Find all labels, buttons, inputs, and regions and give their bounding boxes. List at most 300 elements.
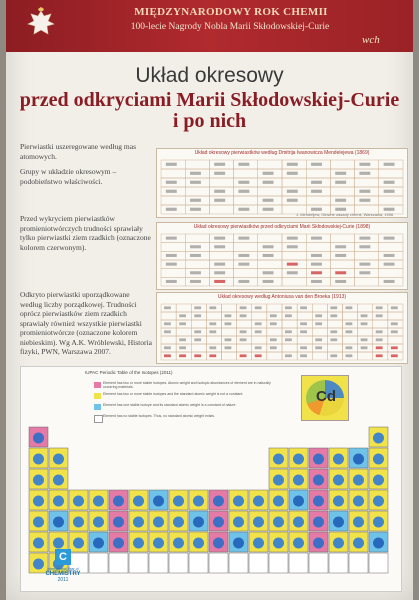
element-mark	[240, 338, 247, 341]
element-mark	[300, 306, 307, 309]
van-den-broek-grid	[157, 302, 407, 362]
element-mark	[190, 280, 201, 283]
element-cell	[289, 448, 308, 468]
element-cell	[229, 490, 248, 510]
table-cell	[176, 304, 191, 312]
element-mark	[335, 208, 346, 211]
element-mark	[194, 314, 201, 317]
element-mark	[311, 280, 322, 283]
element-cell	[349, 553, 368, 573]
element-mark	[270, 314, 277, 317]
table-cell	[161, 269, 185, 278]
element-mark	[359, 237, 370, 240]
element-cell	[209, 532, 228, 552]
element-cell	[369, 553, 388, 573]
table-cell	[379, 269, 403, 278]
element-cell	[89, 490, 108, 510]
table-cell	[234, 269, 258, 278]
element-mark	[225, 346, 232, 349]
page-subtitle	[6, 90, 413, 132]
element-mark	[361, 314, 368, 317]
iupac-caption: IUPAC Periodic Table of the Isotopes (2011)	[85, 370, 173, 375]
element-cell	[149, 532, 168, 552]
element-mark	[190, 208, 201, 211]
element-cell	[309, 553, 328, 573]
element-mark	[384, 163, 395, 166]
table-caption-2: Układ okresowy pierwiastków przed odkryciami Marii Skłodowskiej-Curie (1898)	[193, 224, 371, 230]
element-mark	[270, 338, 277, 341]
element-mark	[263, 245, 274, 248]
element-mark	[311, 208, 322, 211]
element-mark	[209, 330, 216, 333]
element-mark	[255, 330, 262, 333]
element-mark	[300, 354, 307, 357]
element-mark	[238, 208, 249, 211]
table-cell	[206, 312, 221, 320]
table-cell	[297, 336, 312, 344]
table-cell	[312, 352, 327, 360]
element-mark	[315, 322, 322, 325]
element-mark	[214, 271, 225, 274]
table-cell	[379, 243, 403, 252]
element-cell	[289, 490, 308, 510]
element-cell	[269, 448, 288, 468]
table-cell	[161, 196, 185, 205]
element-mark	[359, 271, 370, 274]
element-cell	[149, 511, 168, 531]
iyc-logo-line1: International Year of	[47, 567, 79, 571]
element-cell	[349, 490, 368, 510]
element-mark	[263, 208, 274, 211]
element-mark	[384, 208, 395, 211]
element-mark	[166, 280, 177, 283]
element-cell	[209, 553, 228, 573]
element-cell	[129, 553, 148, 573]
element-mark	[263, 280, 274, 283]
element-mark	[255, 322, 262, 325]
element-mark	[330, 354, 337, 357]
element-cell	[49, 448, 68, 468]
element-mark	[335, 172, 346, 175]
element-mark	[359, 199, 370, 202]
legend-text-1: Element has two or more stable isotopes. Atomic weight and isotopic abundances of element are in naturally occurring materials.	[103, 381, 271, 389]
element-mark	[263, 172, 274, 175]
mendeleev-grid	[157, 158, 407, 216]
element-cell	[369, 448, 388, 468]
element-mark	[255, 306, 262, 309]
element-mark	[315, 346, 322, 349]
element-cell	[289, 469, 308, 489]
element-cell	[29, 490, 48, 510]
element-mark	[238, 237, 249, 240]
table-cell	[306, 196, 330, 205]
element-mark	[240, 314, 247, 317]
element-mark	[346, 330, 353, 333]
element-cell	[69, 511, 88, 531]
element-cell	[349, 448, 368, 468]
table-cell	[282, 277, 306, 286]
element-mark	[238, 280, 249, 283]
element-cell	[49, 469, 68, 489]
element-cell	[229, 553, 248, 573]
element-cell	[329, 490, 348, 510]
element-mark	[194, 330, 201, 333]
element-mark	[214, 172, 225, 175]
side-text-3: Przed wykryciem pierwiastków promieniotwórczych trudności sprawiały tylko pierwiastki ziem rzadkich (oznaczone kolorem czerwonym).	[20, 214, 151, 252]
iyc-logo-icon: C	[55, 549, 71, 565]
element-cell	[269, 490, 288, 510]
iyc-2011-logo	[43, 549, 83, 583]
element-mark	[225, 338, 232, 341]
element-mark	[209, 346, 216, 349]
element-mark	[164, 346, 171, 349]
element-mark	[346, 354, 353, 357]
element-mark	[225, 314, 232, 317]
element-mark	[238, 190, 249, 193]
table-cell	[282, 251, 306, 260]
rare-earth-mark	[214, 280, 225, 283]
banner-subtitle: 100-lecie Nagrody Nobla Marii Skłodowskiej-Curie	[130, 22, 330, 32]
table-cell	[185, 160, 209, 169]
element-mark	[238, 163, 249, 166]
element-mark	[287, 199, 298, 202]
table-cell	[343, 336, 358, 344]
element-mark	[285, 314, 292, 317]
element-cell	[89, 532, 108, 552]
element-cell	[289, 532, 308, 552]
wch-logo: wch	[362, 34, 380, 46]
element-mark	[238, 254, 249, 257]
element-mark	[330, 330, 337, 333]
table-cell	[209, 251, 233, 260]
table-cell	[358, 328, 373, 336]
polish-eagle-icon	[24, 6, 58, 44]
table-cell	[222, 304, 237, 312]
element-cell	[169, 532, 188, 552]
table-cell	[330, 234, 354, 243]
table-cell	[267, 328, 282, 336]
rare-earth-mark	[255, 354, 262, 357]
table-cell	[330, 187, 354, 196]
table-cell	[358, 352, 373, 360]
element-mark	[194, 306, 201, 309]
element-mark	[287, 163, 298, 166]
element-mark	[311, 181, 322, 184]
table-cell	[222, 328, 237, 336]
table-caption-1: Układ okresowy pierwiastków według Dmitrija Iwanowicza Mendelejewa (1869)	[194, 150, 370, 156]
element-cell	[69, 490, 88, 510]
subtitle-line-1: przed odkryciami Marii Skłodowskiej-Curie	[19, 89, 400, 111]
table-cell	[234, 169, 258, 178]
side-note-1	[20, 142, 152, 186]
element-cell	[269, 469, 288, 489]
table-cell	[161, 312, 176, 320]
element-mark	[190, 181, 201, 184]
rare-earth-mark	[240, 354, 247, 357]
rare-earth-mark	[287, 263, 298, 266]
element-mark	[300, 322, 307, 325]
pre-curie-table	[156, 222, 408, 290]
element-cell	[109, 490, 128, 510]
table-cell	[355, 178, 379, 187]
table-cell	[191, 320, 206, 328]
element-cell	[329, 511, 348, 531]
element-cell	[249, 553, 268, 573]
table-cell	[237, 344, 252, 352]
table-cell	[355, 251, 379, 260]
page-title: Układ okresowy	[135, 64, 284, 87]
element-cell	[349, 532, 368, 552]
table-cell	[379, 196, 403, 205]
element-mark	[285, 330, 292, 333]
element-mark	[391, 306, 398, 309]
element-mark	[209, 306, 216, 309]
element-mark	[384, 190, 395, 193]
element-mark	[335, 181, 346, 184]
element-mark	[311, 263, 322, 266]
element-mark	[330, 314, 337, 317]
element-mark	[384, 181, 395, 184]
table-cell	[209, 178, 233, 187]
table-cell	[161, 169, 185, 178]
mendeleev-table	[156, 148, 408, 218]
table-cell	[161, 243, 185, 252]
element-cell	[29, 427, 48, 447]
element-mark	[335, 245, 346, 248]
element-cell	[249, 532, 268, 552]
rare-earth-mark	[376, 354, 383, 357]
rare-earth-mark	[194, 354, 201, 357]
element-mark	[311, 190, 322, 193]
element-mark	[209, 322, 216, 325]
element-mark	[240, 330, 247, 333]
side-note-2	[20, 214, 152, 252]
element-mark	[166, 237, 177, 240]
table-caption-3: Układ okresowy według Antoniusa van den Broeka (1913)	[217, 294, 347, 300]
element-mark	[311, 237, 322, 240]
table-cell	[358, 304, 373, 312]
table-cell	[306, 169, 330, 178]
element-cell	[249, 511, 268, 531]
element-mark	[359, 172, 370, 175]
legend-text-3: Element has one stable isotope and its standard atomic weight is a constant of nature.	[103, 403, 237, 407]
element-mark	[346, 322, 353, 325]
table-cell	[252, 312, 267, 320]
table-cell	[258, 234, 282, 243]
element-cell	[369, 490, 388, 510]
element-cell	[169, 553, 188, 573]
iyc-logo-line2: CHEMISTRY	[45, 571, 81, 577]
banner-title: MIĘDZYNARODOWY ROK CHEMII	[134, 6, 328, 18]
element-mark	[384, 237, 395, 240]
element-mark	[346, 306, 353, 309]
element-mark	[179, 322, 186, 325]
element-mark	[287, 237, 298, 240]
element-cell	[329, 532, 348, 552]
element-cell	[349, 469, 368, 489]
element-mark	[164, 322, 171, 325]
element-cell	[329, 553, 348, 573]
element-cell	[109, 511, 128, 531]
element-mark	[361, 338, 368, 341]
element-mark	[311, 163, 322, 166]
table-cell	[176, 328, 191, 336]
element-cell	[129, 511, 148, 531]
element-cell	[309, 448, 328, 468]
element-mark	[384, 280, 395, 283]
table-cell	[373, 320, 388, 328]
rare-earth-mark	[376, 346, 383, 349]
element-cell	[329, 469, 348, 489]
element-mark	[376, 314, 383, 317]
banner	[6, 0, 413, 52]
credit-note: J. Mendeljew, Główne zasady chemii, Warszawa, 1906	[296, 212, 394, 217]
element-cell	[129, 532, 148, 552]
pre-curie-grid	[157, 232, 407, 288]
element-mark	[225, 322, 232, 325]
table-cell	[327, 320, 342, 328]
element-cell	[169, 511, 188, 531]
table-cell	[282, 178, 306, 187]
element-mark	[179, 338, 186, 341]
element-mark	[214, 263, 225, 266]
rare-earth-mark	[164, 354, 171, 357]
element-mark	[214, 190, 225, 193]
element-mark	[166, 190, 177, 193]
iyc-logo-line3: 2011	[57, 577, 69, 583]
element-mark	[238, 263, 249, 266]
table-cell	[388, 312, 403, 320]
element-mark	[285, 354, 292, 357]
element-mark	[335, 199, 346, 202]
element-mark	[361, 346, 368, 349]
element-mark	[166, 181, 177, 184]
element-mark	[255, 346, 262, 349]
element-mark	[240, 306, 247, 309]
element-mark	[285, 306, 292, 309]
element-mark	[391, 322, 398, 325]
element-mark	[359, 245, 370, 248]
element-mark	[166, 254, 177, 257]
element-cell	[129, 490, 148, 510]
element-mark	[359, 263, 370, 266]
table-cell	[234, 243, 258, 252]
iupac-isotopes-table	[20, 366, 402, 592]
element-mark	[285, 338, 292, 341]
element-mark	[179, 314, 186, 317]
element-mark	[384, 263, 395, 266]
table-cell	[267, 304, 282, 312]
side-note-3	[20, 290, 152, 357]
table-cell	[234, 196, 258, 205]
table-cell	[206, 336, 221, 344]
element-cell	[269, 532, 288, 552]
element-mark	[190, 254, 201, 257]
element-mark	[376, 330, 383, 333]
element-cell	[89, 553, 108, 573]
legend-text-2: Element has two or more stable isotopes and the standard atomic weight is not a constant.	[103, 392, 244, 396]
element-mark	[179, 346, 186, 349]
element-mark	[166, 208, 177, 211]
element-cell	[269, 511, 288, 531]
element-cell	[309, 532, 328, 552]
element-cell	[329, 448, 348, 468]
element-cell	[289, 511, 308, 531]
table-cell	[258, 160, 282, 169]
element-mark	[190, 245, 201, 248]
element-cell	[89, 511, 108, 531]
element-mark	[190, 172, 201, 175]
element-cell	[229, 532, 248, 552]
table-cell	[343, 312, 358, 320]
element-cell	[369, 427, 388, 447]
element-cell	[309, 469, 328, 489]
table-cell	[312, 328, 327, 336]
element-mark	[300, 330, 307, 333]
element-mark	[287, 190, 298, 193]
subtitle-line-2: i po nich	[172, 110, 247, 132]
element-mark	[214, 163, 225, 166]
rare-earth-mark	[391, 346, 398, 349]
table-cell	[388, 336, 403, 344]
element-mark	[270, 346, 277, 349]
element-cell	[229, 511, 248, 531]
element-cell	[369, 469, 388, 489]
element-mark	[315, 314, 322, 317]
element-mark	[391, 330, 398, 333]
element-mark	[311, 254, 322, 257]
element-mark	[346, 346, 353, 349]
element-mark	[361, 322, 368, 325]
table-cell	[258, 187, 282, 196]
element-cell	[149, 490, 168, 510]
table-cell	[237, 320, 252, 328]
element-cell	[209, 490, 228, 510]
element-mark	[384, 254, 395, 257]
poster	[6, 0, 413, 600]
table-cell	[161, 336, 176, 344]
element-mark	[190, 271, 201, 274]
element-cell	[189, 511, 208, 531]
element-cell	[29, 511, 48, 531]
van-den-broek-table	[156, 292, 408, 364]
table-cell	[209, 205, 233, 214]
element-mark	[376, 338, 383, 341]
element-mark	[164, 330, 171, 333]
element-mark	[164, 306, 171, 309]
table-cell	[185, 260, 209, 269]
element-mark	[270, 322, 277, 325]
table-cell	[185, 234, 209, 243]
element-cell	[189, 490, 208, 510]
element-cell	[349, 511, 368, 531]
element-mark	[263, 181, 274, 184]
table-cell	[327, 344, 342, 352]
element-mark	[330, 338, 337, 341]
element-mark	[263, 254, 274, 257]
featured-element-symbol: Cd	[316, 388, 336, 405]
rare-earth-mark	[209, 354, 216, 357]
rare-earth-mark	[179, 354, 186, 357]
rare-earth-mark	[335, 271, 346, 274]
table-cell	[282, 344, 297, 352]
element-mark	[190, 199, 201, 202]
element-cell	[29, 469, 48, 489]
table-cell	[355, 277, 379, 286]
element-mark	[300, 346, 307, 349]
element-mark	[263, 271, 274, 274]
element-mark	[238, 181, 249, 184]
